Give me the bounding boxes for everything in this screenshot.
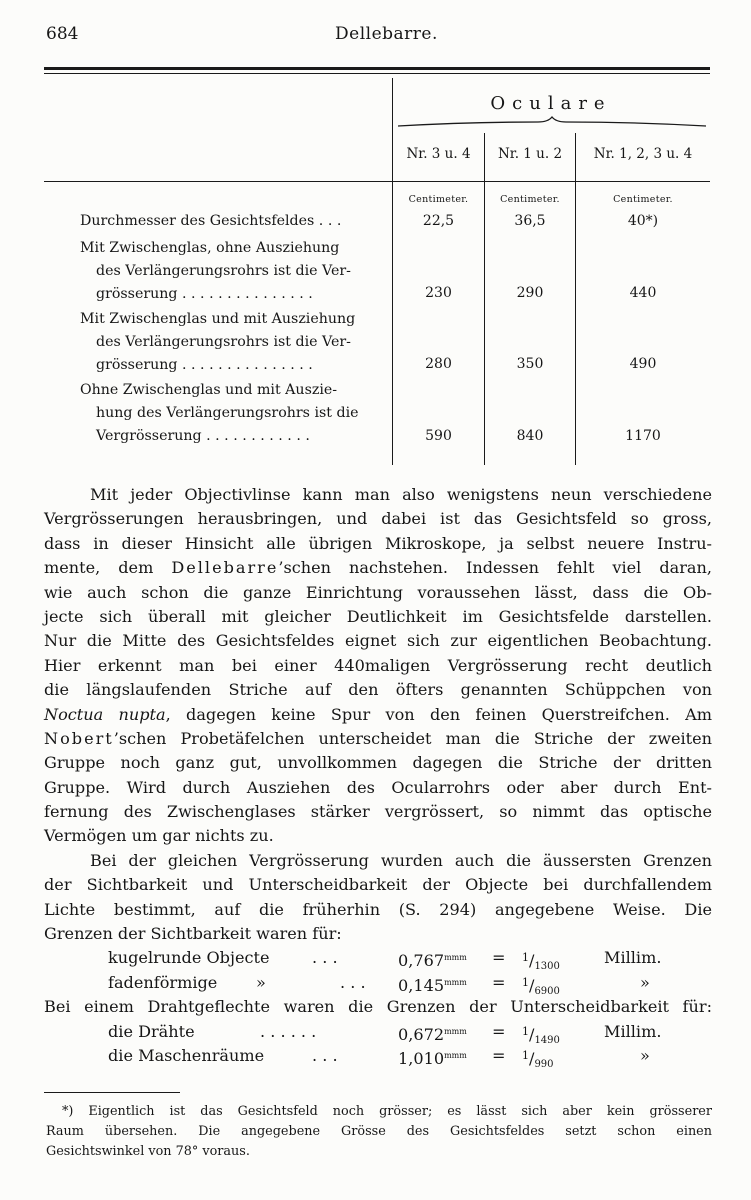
denominator: 1490	[534, 1034, 560, 1046]
table-header-rule	[44, 181, 710, 182]
person-name: Nobert	[44, 728, 114, 748]
text-line: dass in dieser Hinsicht alle übrigen Mikroskope, ja selbst neuere Instru-	[44, 533, 712, 553]
measure-label: kugelrunde Objecte	[108, 948, 270, 968]
measure-value	[398, 971, 467, 998]
table-cell: 40*)	[627, 213, 659, 229]
label-line: Ohne Zwischenglas und mit Auszie-	[80, 382, 338, 398]
label-line: Mit Zwischenglas, ohne Ausziehung	[80, 240, 340, 256]
text-line: Nur die Mitte des Gesichtsfeldes eignet sich zur eigentlichen Beobachtung.	[44, 631, 712, 651]
table-cell: 280	[425, 356, 452, 372]
unit-label-1: Centimeter.	[408, 194, 469, 205]
measurement-row	[44, 946, 712, 973]
text-line: Vermögen um gar nichts zu.	[44, 826, 274, 846]
denominator: 6900	[534, 985, 560, 997]
table-cell: 22,5	[422, 213, 455, 229]
paragraph	[44, 995, 712, 1019]
column-header-3: Nr. 1, 2, 3 u. 4	[593, 146, 693, 162]
value-text: 0,672	[398, 1024, 445, 1044]
species-name: Noctua nupta	[44, 704, 166, 724]
table-cell: 290	[516, 285, 544, 301]
table-cell: 230	[425, 285, 452, 301]
measure-value	[398, 1020, 467, 1047]
numerator: 1	[522, 951, 529, 965]
measure-value	[398, 946, 467, 973]
paragraph	[44, 483, 712, 849]
table-cell: 490	[629, 356, 657, 372]
text-line: Bei der gleichen Vergrösserung wurden auch die äussersten Grenzen	[90, 850, 712, 870]
column-header-1: Nr. 3 u. 4	[406, 146, 471, 162]
footnote-line: Raum übersehen. Die angegebene Grösse des Gesichtsfeldes setzt schon einen	[46, 1124, 712, 1139]
table-cell: 440	[629, 285, 657, 301]
body-text	[44, 483, 712, 1068]
fraction: $^1/_{1300}$	[522, 951, 560, 973]
table-cell: 1170	[625, 428, 661, 444]
measure-suffix: »	[640, 972, 650, 992]
measurement-row	[44, 1044, 712, 1068]
leader-dots: . . .	[312, 1045, 338, 1065]
table-cell: 350	[516, 356, 544, 372]
table-row-label	[80, 237, 375, 306]
person-name: Dellebarre	[171, 558, 279, 578]
fraction: $^1/_{1490}$	[522, 1024, 560, 1046]
table-cell: 840	[516, 428, 544, 444]
table-row-label	[80, 308, 375, 377]
text-line: Lichte bestimmt, auf die früherhin (S. 294) angegebene Weise. Die	[44, 899, 712, 919]
leader-dots: . . .	[340, 972, 366, 992]
measure-value	[398, 1044, 467, 1071]
measure-label: die Maschenräume	[108, 1045, 265, 1065]
unit-label-2: Centimeter.	[500, 194, 560, 205]
unit-text: mmm	[444, 1026, 467, 1036]
text-line: Grenzen der Sichtbarkeit waren für:	[44, 924, 342, 944]
value-text: 1,010	[398, 1048, 445, 1068]
table-row-label	[80, 379, 375, 448]
label-line: Durchmesser des Gesichtsfeldes . . .	[80, 213, 342, 229]
text-line: Gruppe noch ganz gut, unvollkommen dagegen die Striche der dritten	[44, 753, 712, 773]
page-number: 684	[46, 24, 79, 44]
text-line: fernung des Zwischenglases stärker vergrössert, so nimmt das optische	[44, 802, 712, 822]
measure-label: die Drähte	[108, 1021, 195, 1041]
equals-sign: =	[492, 1045, 506, 1065]
column-header-2: Nr. 1 u. 2	[497, 146, 563, 162]
text-line	[44, 727, 712, 751]
label-line: des Verlängerungsrohrs ist die Ver-	[96, 334, 351, 350]
unit-text: mmm	[444, 977, 467, 987]
text-line: Mit jeder Objectivlinse kann man also wenigstens neun verschiedene	[90, 485, 712, 504]
equals-sign: =	[492, 972, 506, 992]
leader-dots: . . . . . .	[260, 1021, 317, 1041]
label-line: grösserung . . . . . . . . . . . . . . .	[96, 286, 313, 302]
text-line: Vergrösserungen herausbringen, und dabei ist das Gesichtsfeld so gross,	[44, 509, 712, 529]
text-line: Gruppe. Wird durch Ausziehen des Ocularrohrs oder aber durch Ent-	[44, 777, 712, 797]
text-line	[44, 703, 712, 727]
footnote	[46, 1102, 712, 1162]
label-line: des Verlängerungsrohrs ist die Ver-	[96, 263, 351, 279]
label-line: hung des Verlängerungsrohrs ist die	[96, 405, 359, 421]
numerator: 1	[522, 1048, 529, 1062]
unit-text: mmm	[444, 1050, 467, 1060]
label-line: Mit Zwischenglas und mit Ausziehung	[80, 311, 356, 327]
oculare-brace	[398, 116, 706, 132]
text-line	[44, 556, 712, 580]
text-run: mente, dem	[44, 558, 172, 578]
measure-suffix: Millim.	[604, 948, 662, 968]
text-line: jecte sich überall mit gleicher Deutlichkeit im Gesichtsfelde darstellen.	[44, 606, 712, 626]
footnote-rule	[44, 1092, 180, 1093]
paragraph	[44, 849, 712, 947]
oculare-header: Oculare	[490, 93, 612, 114]
equals-sign: =	[492, 948, 506, 968]
numerator: 1	[522, 975, 529, 989]
text-run: , dagegen keine Spur von den feinen Querstreifchen. Am	[165, 704, 712, 724]
table-top-rule-thin	[44, 73, 710, 74]
text-line: Bei einem Drahtgeflechte waren die Grenzen der Unterscheidbarkeit für:	[44, 997, 712, 1017]
ditto-mark: »	[256, 972, 266, 992]
measurement-row	[44, 1020, 712, 1044]
fraction: $^1/_{990}$	[522, 1048, 554, 1070]
label-line: Vergrösserung . . . . . . . . . . . .	[96, 428, 310, 444]
leader-dots: . . .	[312, 948, 338, 968]
equals-sign: =	[492, 1021, 506, 1041]
text-line: der Sichtbarkeit und Unterscheidbarkeit der Objecte bei durchfallendem	[44, 875, 712, 895]
unit-text: mmm	[444, 953, 467, 963]
measure-label: fadenförmige	[108, 972, 218, 992]
footnote-line: *) Eigentlich ist das Gesichtsfeld noch grösser; es lässt sich aber kein grösserer	[62, 1104, 712, 1119]
unit-label-3: Centimeter.	[613, 194, 673, 205]
text-line: Hier erkennt man bei einer 440maligen Vergrösserung recht deutlich	[44, 655, 712, 675]
running-head	[0, 0, 751, 60]
label-line: grösserung . . . . . . . . . . . . . . .	[96, 357, 313, 373]
denominator: 1300	[534, 961, 560, 973]
table-row-label	[80, 210, 375, 233]
table-cell: 36,5	[514, 213, 546, 229]
fraction: $^1/_{6900}$	[522, 975, 560, 997]
numerator: 1	[522, 1024, 529, 1038]
text-run: ’schen Probetäfelchen unterscheidet man die Striche der zweiten	[113, 728, 712, 748]
denominator: 990	[534, 1058, 554, 1070]
text-line: die längslaufenden Striche auf den öfters genannten Schüppchen von	[44, 680, 712, 700]
value-text: 0,145	[398, 975, 445, 995]
measure-suffix: »	[640, 1045, 650, 1065]
running-title: Dellebarre.	[335, 24, 438, 44]
value-text: 0,767	[398, 951, 445, 971]
table-cell: 590	[425, 428, 452, 444]
measure-suffix: Millim.	[604, 1021, 662, 1041]
table-top-rule	[44, 67, 710, 70]
text-run: ’schen nachstehen. Indessen fehlt viel daran,	[278, 558, 712, 578]
measurement-row	[44, 971, 712, 995]
table-vline-label	[392, 78, 393, 465]
text-line: wie auch schon die ganze Einrichtung voraussehen lässt, dass die Ob-	[44, 582, 712, 602]
footnote-line: Gesichtswinkel von 78° voraus.	[46, 1144, 250, 1159]
